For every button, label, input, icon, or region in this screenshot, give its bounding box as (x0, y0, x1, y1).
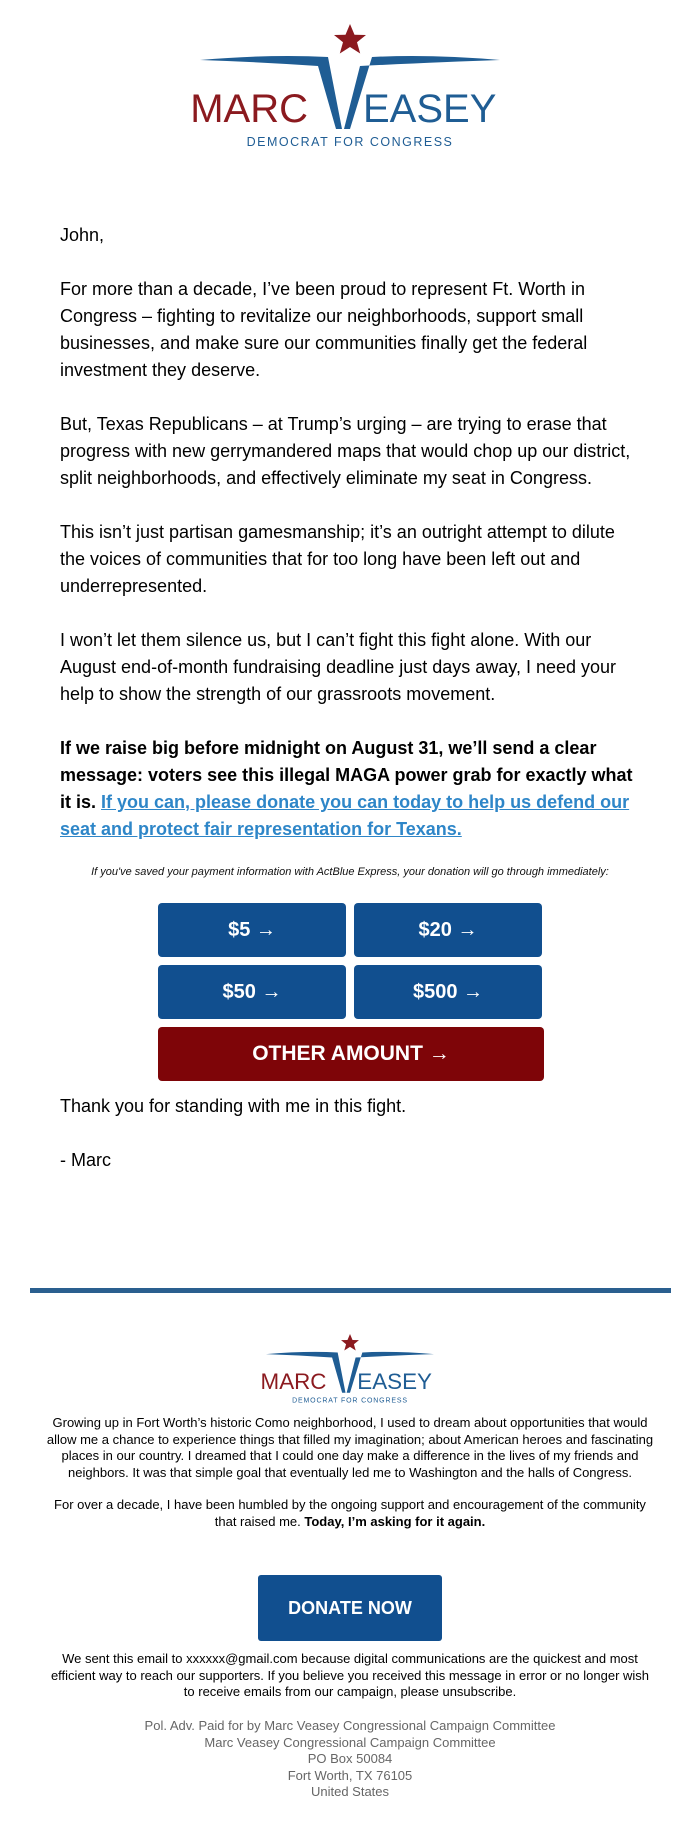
donate-link[interactable]: If you can, please donate you can today to help us defend our seat and protect fair representation for Texans. (60, 792, 630, 839)
footer-bio-paragraph-1: Growing up in Fort Worth’s historic Como neighborhood, I used to dream about opportunities that would allow me a chance to experience things that filled my imagination; about American heroes and fascinating places in our country. I dreamed that I could one day make a difference in the lives of my friends and neighbors. It was that simple goal that eventually led me to Washington and the halls of Congress. (46, 1415, 654, 1480)
footer-bio-regular: For over a decade, I have been humbled by the ongoing support and encouragement of the community that raised me. (54, 1497, 646, 1529)
letter-paragraph-2: But, Texas Republicans – at Trump’s urging – are trying to erase that progress with new gerrymandered maps that would chop up our district, split neighborhoods, and effectively eliminate my seat in Congress. (60, 414, 631, 488)
footer-divider (30, 1288, 671, 1293)
footer-logo-first-name: MARC (260, 1368, 327, 1394)
address-line-4: Fort Worth, TX 76105 (287, 1767, 413, 1783)
star-icon (334, 24, 366, 54)
address-line-2: Marc Veasey Congressional Campaign Committee (204, 1734, 496, 1750)
letter-paragraph-3: This isn’t just partisan gamesmanship; it’s an outright attempt to dilute the voices of communities that for too long have been left out and underrepresented. (60, 522, 615, 596)
logo-last-name: EASEY (363, 87, 497, 131)
address-line-1: Pol. Adv. Paid for by Marc Veasey Congressional Campaign Committee (144, 1718, 556, 1733)
footer-star-icon (341, 1334, 359, 1351)
letter-closing (60, 1093, 640, 1201)
logo-first-name: MARC (190, 87, 308, 131)
donate-20-button[interactable]: $20 → (354, 903, 542, 957)
footer-address (45, 1718, 655, 1801)
address-line-5: United States (310, 1784, 390, 1799)
letter-bold-message: If we raise big before midnight on August 31, we’ll send a clear message: voters see this illegal MAGA power grab for exactly what it is. (60, 738, 633, 812)
donate-50-button[interactable]: $50 → (158, 965, 346, 1019)
donate-now-button[interactable]: DONATE NOW (258, 1575, 442, 1641)
footer-legal-notice: We sent this email to xxxxxx@gmail.com because digital communications are the quickest and most efficient way to reach our supporters. If you believe you received this message in error or no longer wish to receive emails from our campaign, please unsubscribe. (50, 1651, 650, 1699)
marc-veasey-logo-graphic (190, 24, 510, 174)
letter-paragraph-5 (60, 735, 640, 843)
campaign-logo (190, 24, 510, 174)
footer-logo-last-name: EASEY (357, 1368, 432, 1394)
donate-other-amount-button[interactable]: OTHER AMOUNT → (158, 1027, 544, 1081)
footer-bio-paragraph-2 (45, 1497, 655, 1530)
footer-bio (45, 1415, 655, 1546)
letter-body (60, 222, 640, 870)
actblue-express-note: If you've saved your payment information with ActBlue Express, your donation will go through immediately: (91, 866, 609, 878)
footer-logo-tagline: DEMOCRAT FOR CONGRESS (292, 1397, 408, 1405)
donate-5-button[interactable]: $5 → (158, 903, 346, 957)
closing-signoff: - Marc (60, 1150, 111, 1170)
closing-thanks: Thank you for standing with me in this fight. (60, 1096, 407, 1116)
logo-tagline: DEMOCRAT FOR CONGRESS (246, 135, 454, 149)
letter-paragraph-1: For more than a decade, I’ve been proud to represent Ft. Worth in Congress – fighting to revitalize our neighborhoods, support small businesses, and make sure our communities finally get the federal investment they deserve. (60, 279, 588, 380)
footer-bio-bold: Today, I’m asking for it again. (304, 1513, 486, 1529)
footer-logo-graphic (260, 1334, 440, 1418)
address-line-3: PO Box 50084 (307, 1751, 393, 1766)
letter-greeting: John, (60, 225, 105, 245)
letter-paragraph-4: I won’t let them silence us, but I can’t fight this fight alone. With our August end-of-month fundraising deadline just days away, I need your help to show the strength of our grassroots movement. (60, 630, 617, 704)
donate-500-button[interactable]: $500 → (354, 965, 542, 1019)
footer-campaign-logo (260, 1334, 440, 1418)
